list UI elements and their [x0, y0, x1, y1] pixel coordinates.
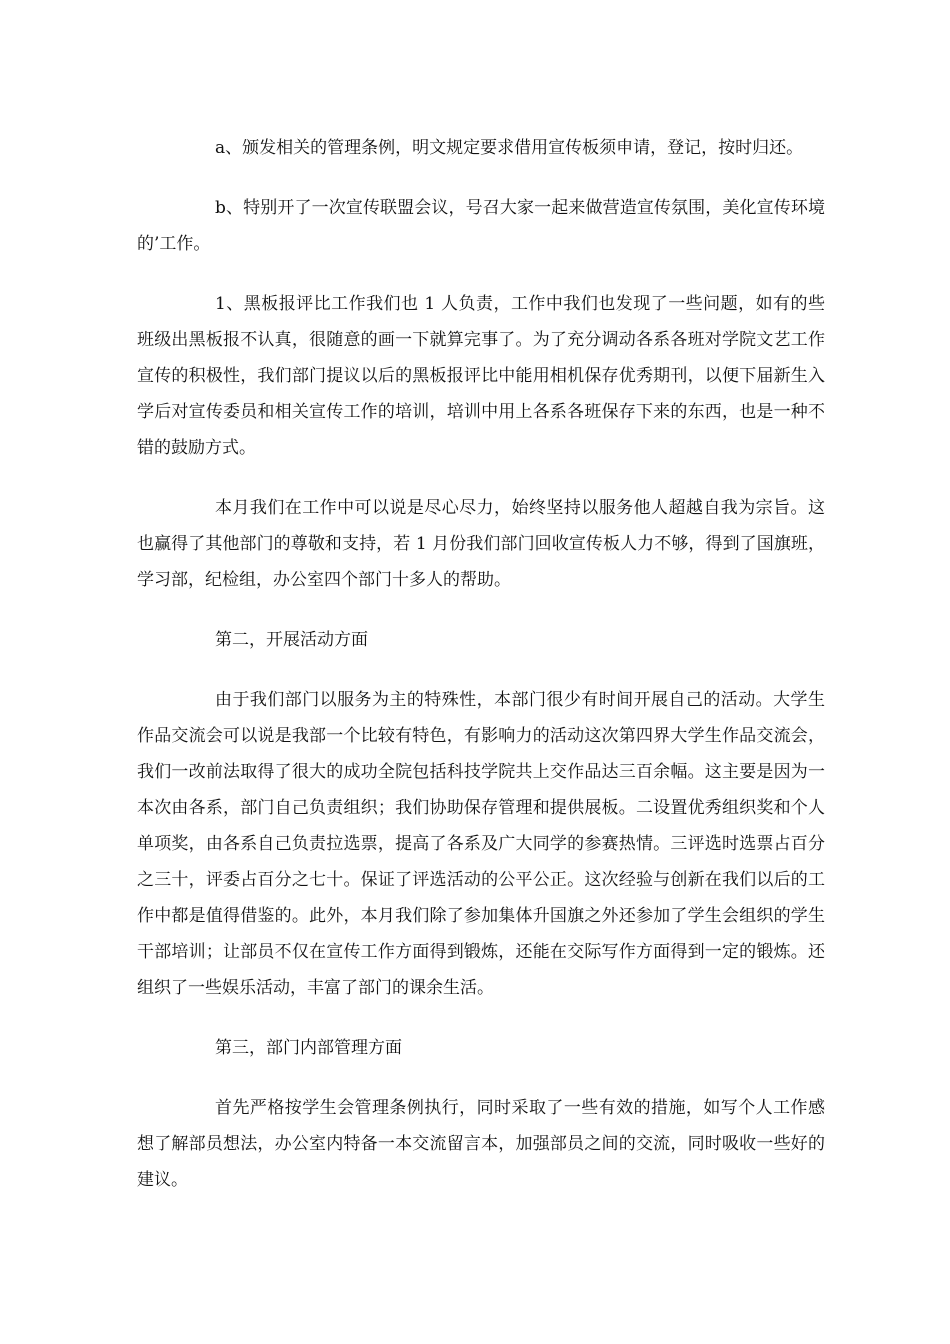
paragraph-rule-a: a、颁发相关的管理条例，明文规定要求借用宣传板须申请，登记，按时归还。 — [215, 138, 804, 158]
paragraph-activities: 由于我们部门以服务为主的特殊性，本部门很少有时间开展自己的活动。大学生作品交流会可以说是我部一个比较有特色，有影响力的活动这次第四界大学生作品交流会，我们一改前法取得了很大的成功全院包括科技学院共上交作品达三百余幅。这主要是因为一本次由各系，部门自己负责组织；我们协助保存管理和提供展板。二设置优秀组织奖和个人单项奖，由各系自己负责拉选票，提高了各系及广大同学的参赛热情。三评选时选票占百分之三十，评委占百分之七十。保证了评选活动的公平公正。这次经验与创新在我们以后的工作中都是值得借鉴的。此外，本月我们除了参加集体升国旗之外还参加了学生会组织的学生干部培训；让部员不仅在宣传工作方面得到锻炼，还能在交际写作方面得到一定的锻炼。还组织了一些娱乐活动，丰富了部门的课余生活。 — [137, 690, 825, 998]
paragraph-rule-b: b、特别开了一次宣传联盟会议，号召大家一起来做营造宣传氛围，美化宣传环境的’工作。 — [137, 198, 825, 254]
section-heading-activities: 第二，开展活动方面 — [215, 630, 368, 650]
document-page — [137, 130, 825, 1222]
section-heading-internal-management: 第三，部门内部管理方面 — [215, 1038, 402, 1058]
paragraph-monthly-summary: 本月我们在工作中可以说是尽心尽力，始终坚持以服务他人超越自我为宗旨。这也赢得了其他部门的尊敬和支持，若 1 月份我们部门回收宣传板人力不够，得到了国旗班，学习部，纪检组，办公室四个部门十多人的帮助。 — [137, 498, 825, 590]
paragraph-blackboard-contest: 1、黑板报评比工作我们也 1 人负责，工作中我们也发现了一些问题，如有的些班级出黑板报不认真，很随意的画一下就算完事了。为了充分调动各系各班对学院文艺工作宣传的积极性，我们部门提议以后的黑板报评比中能用相机保存优秀期刊，以便下届新生入学后对宣传委员和相关宣传工作的培训，培训中用上各系各班保存下来的东西，也是一种不错的鼓励方式。 — [137, 294, 825, 458]
paragraph-internal-management: 首先严格按学生会管理条例执行，同时采取了一些有效的措施，如写个人工作感想了解部员想法，办公室内特备一本交流留言本，加强部员之间的交流，同时吸收一些好的建议。 — [137, 1098, 825, 1190]
